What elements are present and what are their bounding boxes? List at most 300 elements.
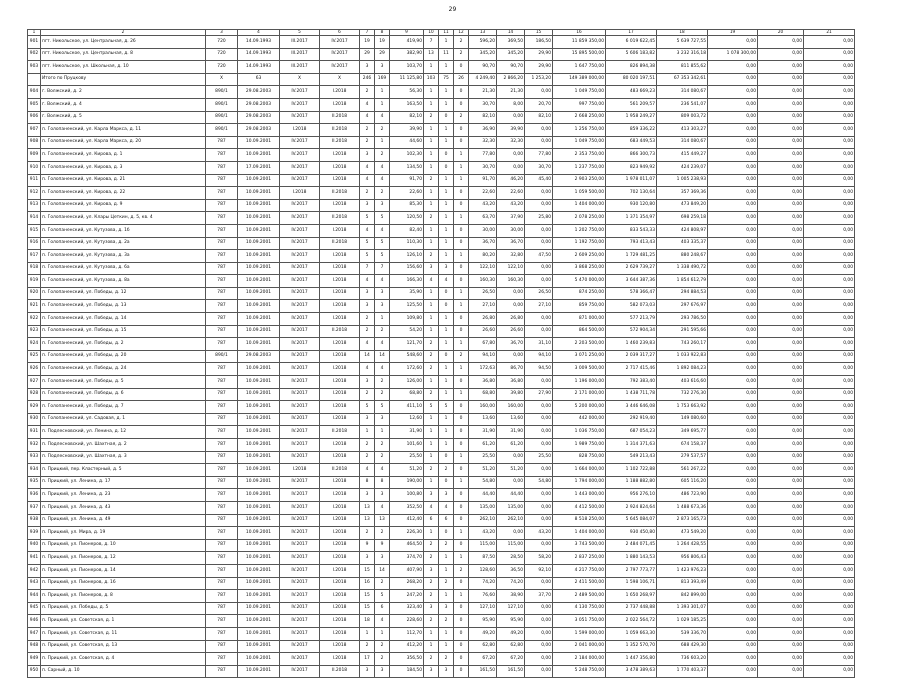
- table-cell: 3: [360, 376, 375, 389]
- table-cell: 26: [454, 73, 469, 86]
- table-cell: 31,90: [390, 426, 424, 439]
- table-cell: 3: [360, 300, 375, 313]
- table-cell: 2: [375, 149, 390, 162]
- table-cell: 10.09.2001: [238, 413, 280, 426]
- table-cell: 1 237 750,00: [553, 161, 606, 174]
- table-row: [28, 577, 855, 590]
- table-cell: 787: [206, 653, 238, 666]
- table-cell: 51,20: [497, 464, 525, 477]
- table-row: [28, 199, 855, 212]
- table-cell: 0,00: [525, 224, 553, 237]
- table-cell: 0,00: [525, 313, 553, 326]
- table-cell: 247,20: [390, 590, 424, 603]
- table-cell: 2: [424, 653, 439, 666]
- table-row: [28, 564, 855, 577]
- table-cell: п. Голопаненский, ул. Кирова, д. 22: [41, 187, 206, 200]
- table-cell: 927: [28, 376, 41, 389]
- table-cell: 0,00: [708, 237, 758, 250]
- table-cell: п. Прицкий, ул. Победы, д. 5: [41, 602, 206, 615]
- table-cell: 0,00: [758, 602, 804, 615]
- table-cell: 38,90: [497, 590, 525, 603]
- table-cell: 0,00: [758, 73, 804, 86]
- table-cell: 0,00: [758, 564, 804, 577]
- table-cell: 0,00: [525, 275, 553, 288]
- table-cell: IV.2017: [280, 224, 320, 237]
- table-cell: 787: [206, 300, 238, 313]
- table-cell: IV.2017: [280, 451, 320, 464]
- table-cell: 4 130 750,00: [553, 602, 606, 615]
- table-cell: 3: [360, 149, 375, 162]
- table-cell: 1 854 612,79: [657, 275, 708, 288]
- table-cell: 75: [439, 73, 454, 86]
- table-cell: п. Прицкий, ул. Ленина, д. 23: [41, 489, 206, 502]
- table-cell: I.2018: [320, 615, 360, 628]
- table-cell: 0,00: [758, 313, 804, 326]
- table-cell: 68,80: [390, 388, 424, 401]
- table-cell: 5: [375, 237, 390, 250]
- table-cell: 30,00: [497, 224, 525, 237]
- table-cell: 5: [375, 212, 390, 225]
- table-cell: 1: [424, 325, 439, 338]
- table-cell: 2: [454, 350, 469, 363]
- table-cell: IV.2017: [280, 313, 320, 326]
- table-cell: IV.2017: [280, 413, 320, 426]
- table-cell: 0,00: [525, 413, 553, 426]
- table-cell: 0,00: [758, 577, 804, 590]
- table-cell: 56,30: [390, 86, 424, 99]
- column-number-cell: 13: [469, 30, 497, 36]
- table-cell: 4: [360, 174, 375, 187]
- table-row: [28, 275, 855, 288]
- table-cell: 85,30: [390, 199, 424, 212]
- table-cell: 62,80: [497, 640, 525, 653]
- table-cell: 1 650 268,97: [606, 590, 657, 603]
- table-row: [28, 489, 855, 502]
- table-cell: II.2018: [320, 187, 360, 200]
- table-cell: 32,80: [497, 250, 525, 263]
- table-cell: 3: [375, 300, 390, 313]
- table-cell: I.2018: [280, 464, 320, 477]
- table-cell: 0,00: [708, 300, 758, 313]
- table-cell: 473 849,20: [657, 199, 708, 212]
- table-cell: 1 989 750,00: [553, 439, 606, 452]
- table-cell: 102,30: [390, 149, 424, 162]
- table-cell: 0,00: [497, 527, 525, 540]
- table-cell: 27,10: [525, 300, 553, 313]
- table-cell: 3: [360, 552, 375, 565]
- table-cell: 122,10: [497, 262, 525, 275]
- table-cell: I.2018: [320, 413, 360, 426]
- table-row: [28, 640, 855, 653]
- table-cell: 0: [454, 275, 469, 288]
- table-cell: 0,00: [525, 262, 553, 275]
- table-cell: п. Голопаненский, ул. Победы, д. 2: [41, 338, 206, 351]
- table-row: [28, 212, 855, 225]
- table-cell: 4: [375, 501, 390, 514]
- table-cell: п. Прицкий, ул. Ленина, д. 43: [41, 501, 206, 514]
- table-cell: 149 389 000,00: [553, 73, 606, 86]
- table-cell: 548,60: [390, 350, 424, 363]
- table-cell: 14: [375, 350, 390, 363]
- table-cell: IV.2017: [280, 338, 320, 351]
- table-cell: IV.2017: [280, 627, 320, 640]
- table-cell: 1 264 428,55: [657, 539, 708, 552]
- table-cell: 11 859 350,00: [553, 36, 606, 49]
- table-cell: 0: [454, 640, 469, 653]
- table-cell: 596,20: [469, 36, 497, 49]
- table-cell: 5 248 750,00: [553, 665, 606, 678]
- table-cell: 10.09.2001: [238, 476, 280, 489]
- table-cell: 1: [424, 476, 439, 489]
- table-cell: 683 449,53: [606, 136, 657, 149]
- table-cell: 2 837 250,00: [553, 552, 606, 565]
- table-cell: 0: [439, 111, 454, 124]
- table-cell: 736 603,20: [657, 653, 708, 666]
- table-cell: 0: [454, 653, 469, 666]
- table-cell: 45,40: [525, 174, 553, 187]
- table-cell: III.2017: [280, 61, 320, 74]
- table-cell: 0,00: [525, 199, 553, 212]
- table-row: [28, 224, 855, 237]
- table-cell: 4: [424, 501, 439, 514]
- table-cell: I.2018: [320, 489, 360, 502]
- table-cell: 1 447 356,80: [606, 653, 657, 666]
- table-cell: 92,10: [525, 564, 553, 577]
- table-cell: 29.08.2003: [238, 86, 280, 99]
- table-cell: 0,00: [758, 451, 804, 464]
- table-cell: 10.09.2001: [238, 451, 280, 464]
- table-cell: 2: [375, 640, 390, 653]
- table-cell: 160,00: [469, 401, 497, 414]
- table-cell: 169: [375, 73, 390, 86]
- table-cell: 0: [439, 300, 454, 313]
- table-cell: 0,00: [708, 136, 758, 149]
- table-cell: I.2018: [320, 602, 360, 615]
- table-cell: 0,00: [804, 86, 855, 99]
- table-row: [28, 426, 855, 439]
- table-cell: I.2018: [320, 439, 360, 452]
- table-cell: 4: [360, 111, 375, 124]
- table-cell: 0,00: [804, 413, 855, 426]
- table-cell: 4: [375, 174, 390, 187]
- table-cell: п. Прицкий, ул. Пионеров, д. 8: [41, 590, 206, 603]
- table-cell: 1 598 106,71: [606, 577, 657, 590]
- table-cell: 0: [454, 514, 469, 527]
- table-cell: 0,00: [804, 275, 855, 288]
- table-cell: 1: [454, 212, 469, 225]
- table-row: [28, 501, 855, 514]
- table-cell: 956 276,10: [606, 489, 657, 502]
- table-cell: 720: [206, 61, 238, 74]
- table-cell: 10.09.2001: [238, 187, 280, 200]
- table-cell: 2 668 250,00: [553, 111, 606, 124]
- table-cell: 1 049 750,00: [553, 86, 606, 99]
- table-cell: 1: [454, 527, 469, 540]
- table-row: [28, 136, 855, 149]
- table-cell: 29.08.2003: [238, 111, 280, 124]
- table-cell: 2: [424, 338, 439, 351]
- table-cell: 787: [206, 262, 238, 275]
- table-cell: II.2018: [320, 136, 360, 149]
- table-cell: 5: [424, 401, 439, 414]
- table-cell: 110,30: [390, 237, 424, 250]
- table-cell: 32,30: [469, 136, 497, 149]
- table-cell: 5: [360, 237, 375, 250]
- table-row: [28, 287, 855, 300]
- table-cell: 411,10: [390, 401, 424, 414]
- table-cell: 1: [424, 98, 439, 111]
- table-cell: 2: [424, 577, 439, 590]
- table-cell: 1 256 750,00: [553, 124, 606, 137]
- table-cell: 1 443 000,00: [553, 489, 606, 502]
- table-cell: 5: [375, 401, 390, 414]
- table-cell: 0: [439, 287, 454, 300]
- table-cell: 2: [424, 212, 439, 225]
- table-cell: 930: [28, 413, 41, 426]
- table-cell: 0,00: [708, 615, 758, 628]
- table-cell: 3 644 387,36: [606, 275, 657, 288]
- table-cell: 419,90: [390, 36, 424, 49]
- table-cell: 3: [360, 489, 375, 502]
- table-cell: 67 353 342,61: [657, 73, 708, 86]
- table-cell: 1 647 750,00: [553, 61, 606, 74]
- table-cell: 2 737 448,88: [606, 602, 657, 615]
- table-cell: 1: [454, 338, 469, 351]
- table-row: [28, 36, 855, 49]
- table-cell: 0,00: [804, 401, 855, 414]
- table-cell: 0: [454, 376, 469, 389]
- table-cell: 47,50: [525, 250, 553, 263]
- table-cell: п. Голопаненский, ул. Кирова, д. 9: [41, 199, 206, 212]
- table-cell: 0,00: [708, 212, 758, 225]
- table-cell: 6: [424, 514, 439, 527]
- table-cell: 1 488 673,36: [657, 501, 708, 514]
- table-cell: 5 639 727,55: [657, 36, 708, 49]
- table-cell: п. Голопаненский, ул. Кирова, д. 21: [41, 174, 206, 187]
- table-cell: 163,50: [390, 98, 424, 111]
- table-cell: 121,70: [390, 338, 424, 351]
- table-cell: 25,50: [525, 451, 553, 464]
- table-cell: 2: [424, 464, 439, 477]
- table-cell: 3: [439, 489, 454, 502]
- table-cell: I.2018: [320, 199, 360, 212]
- table-cell: 1 393 301,07: [657, 602, 708, 615]
- table-cell: Х: [280, 73, 320, 86]
- table-cell: 36,80: [497, 376, 525, 389]
- table-cell: 0,00: [708, 199, 758, 212]
- table-cell: 0,00: [525, 615, 553, 628]
- table-cell: 0,00: [804, 187, 855, 200]
- table-cell: IV.2017: [280, 590, 320, 603]
- table-cell: 0,00: [804, 300, 855, 313]
- table-row: [28, 86, 855, 99]
- table-cell: II.2018: [320, 426, 360, 439]
- table-cell: 0,00: [758, 212, 804, 225]
- table-cell: 0: [454, 224, 469, 237]
- table-cell: 161,50: [497, 665, 525, 678]
- table-cell: 890/1: [206, 98, 238, 111]
- table-cell: 3: [360, 199, 375, 212]
- table-cell: 21,30: [469, 86, 497, 99]
- table-cell: 787: [206, 552, 238, 565]
- table-cell: 0,00: [758, 376, 804, 389]
- table-cell: 36,50: [497, 564, 525, 577]
- table-cell: 8,00: [497, 98, 525, 111]
- table-cell: 424 808,97: [657, 224, 708, 237]
- table-cell: 1 314 371,63: [606, 439, 657, 452]
- table-cell: 51,20: [469, 464, 497, 477]
- table-cell: 1: [439, 187, 454, 200]
- table-row: [28, 325, 855, 338]
- table-cell: 43,20: [469, 527, 497, 540]
- table-cell: 2: [454, 111, 469, 124]
- table-cell: п. Голопаненский, ул. Карла Маркса, д. 11: [41, 124, 206, 137]
- table-cell: 0,00: [804, 338, 855, 351]
- table-cell: п. Прицкий, ул. Ленина, д. 49: [41, 514, 206, 527]
- table-cell: 82,40: [390, 224, 424, 237]
- table-cell: 743 260,17: [657, 338, 708, 351]
- table-cell: 919: [28, 275, 41, 288]
- table-cell: 0: [454, 98, 469, 111]
- table-cell: 0: [454, 61, 469, 74]
- table-cell: 67,20: [469, 653, 497, 666]
- table-cell: 787: [206, 476, 238, 489]
- table-cell: 0: [454, 501, 469, 514]
- table-cell: 605 116,20: [657, 476, 708, 489]
- table-cell: 0,00: [708, 413, 758, 426]
- table-cell: 4: [439, 275, 454, 288]
- table-cell: 0,00: [804, 577, 855, 590]
- table-cell: IV.2017: [280, 602, 320, 615]
- table-cell: 7: [375, 262, 390, 275]
- table-cell: 787: [206, 376, 238, 389]
- table-row: [28, 615, 855, 628]
- table-cell: 1: [424, 86, 439, 99]
- table-cell: 1 460 239,83: [606, 338, 657, 351]
- table-cell: 0,00: [758, 136, 804, 149]
- table-cell: 14.09.1993: [238, 36, 280, 49]
- table-cell: 186,50: [525, 36, 553, 49]
- table-cell: 1: [454, 300, 469, 313]
- table-cell: IV.2017: [280, 237, 320, 250]
- table-cell: 0,00: [804, 325, 855, 338]
- table-cell: 35,90: [390, 287, 424, 300]
- table-cell: IV.2017: [280, 615, 320, 628]
- table-cell: 935: [28, 476, 41, 489]
- table-cell: IV.2017: [280, 300, 320, 313]
- table-cell: 911: [28, 174, 41, 187]
- table-cell: 0,00: [804, 48, 855, 61]
- table-cell: 1 196 000,00: [553, 376, 606, 389]
- table-cell: 11: [439, 48, 454, 61]
- table-cell: 688 429,30: [657, 640, 708, 653]
- table-cell: 929: [28, 401, 41, 414]
- table-cell: IV.2017: [280, 476, 320, 489]
- table-cell: 946: [28, 615, 41, 628]
- table-cell: 0: [454, 325, 469, 338]
- table-cell: 7: [360, 262, 375, 275]
- table-cell: 1 770 403,37: [657, 665, 708, 678]
- table-cell: 424 239,07: [657, 161, 708, 174]
- table-cell: 2: [360, 388, 375, 401]
- table-cell: 2: [375, 577, 390, 590]
- table-row: [28, 363, 855, 376]
- table-cell: 0,00: [708, 627, 758, 640]
- table-cell: 1: [439, 413, 454, 426]
- table-cell: 18: [360, 615, 375, 628]
- table-cell: 14.09.1993: [238, 61, 280, 74]
- table-cell: 2 039 317,27: [606, 350, 657, 363]
- table-cell: 0,00: [708, 86, 758, 99]
- table-cell: 0,00: [758, 539, 804, 552]
- table-cell: 0,00: [804, 111, 855, 124]
- table-cell: 125,50: [390, 300, 424, 313]
- table-cell: 901: [28, 36, 41, 49]
- table-cell: п. Голопаненский, ул. Кутузова, д. 1б: [41, 224, 206, 237]
- table-cell: 30,00: [469, 224, 497, 237]
- table-cell: 0,00: [497, 287, 525, 300]
- table-cell: I.2018: [280, 187, 320, 200]
- table-cell: 947: [28, 627, 41, 640]
- table-cell: 5: [360, 250, 375, 263]
- table-cell: 0,00: [525, 653, 553, 666]
- table-cell: IV.2017: [280, 564, 320, 577]
- table-cell: 0,00: [497, 350, 525, 363]
- table-cell: 0,00: [708, 514, 758, 527]
- table-cell: I.2018: [320, 98, 360, 111]
- table-cell: 49,20: [469, 627, 497, 640]
- table-cell: 0,00: [758, 501, 804, 514]
- table-cell: 44,40: [469, 489, 497, 502]
- table-cell: 0,00: [758, 665, 804, 678]
- table-cell: 1: [424, 451, 439, 464]
- table-cell: 1: [439, 325, 454, 338]
- table-cell: 842 899,00: [657, 590, 708, 603]
- table-cell: Х: [320, 73, 360, 86]
- table-cell: 921: [28, 300, 41, 313]
- table-cell: 103: [424, 73, 439, 86]
- table-row: [28, 514, 855, 527]
- table-cell: 0,00: [708, 275, 758, 288]
- table-cell: 942: [28, 564, 41, 577]
- table-cell: 561 267,22: [657, 464, 708, 477]
- table-cell: 74,20: [469, 577, 497, 590]
- table-cell: 10.09.2001: [238, 224, 280, 237]
- table-cell: 54,80: [525, 476, 553, 489]
- table-cell: 6: [439, 514, 454, 527]
- table-cell: 936: [28, 489, 41, 502]
- table-cell: 787: [206, 514, 238, 527]
- table-cell: 1: [424, 640, 439, 653]
- table-cell: 864 500,00: [553, 325, 606, 338]
- table-cell: 10.09.2001: [238, 363, 280, 376]
- table-cell: 0,00: [758, 363, 804, 376]
- table-cell: 0,00: [525, 665, 553, 678]
- table-cell: 923: [28, 325, 41, 338]
- table-cell: 0: [439, 476, 454, 489]
- table-cell: 22,60: [390, 187, 424, 200]
- table-cell: 3: [424, 602, 439, 615]
- table-cell: 67,80: [469, 338, 497, 351]
- table-cell: 0,00: [497, 149, 525, 162]
- table-cell: 15: [360, 602, 375, 615]
- table-cell: 0,00: [497, 161, 525, 174]
- table-cell: 809 003,72: [657, 111, 708, 124]
- table-cell: 1: [439, 590, 454, 603]
- table-cell: 112,70: [390, 627, 424, 640]
- register-table: [27, 29, 855, 678]
- table-cell: п. Голопаненский, ул. Победы, д. 6: [41, 388, 206, 401]
